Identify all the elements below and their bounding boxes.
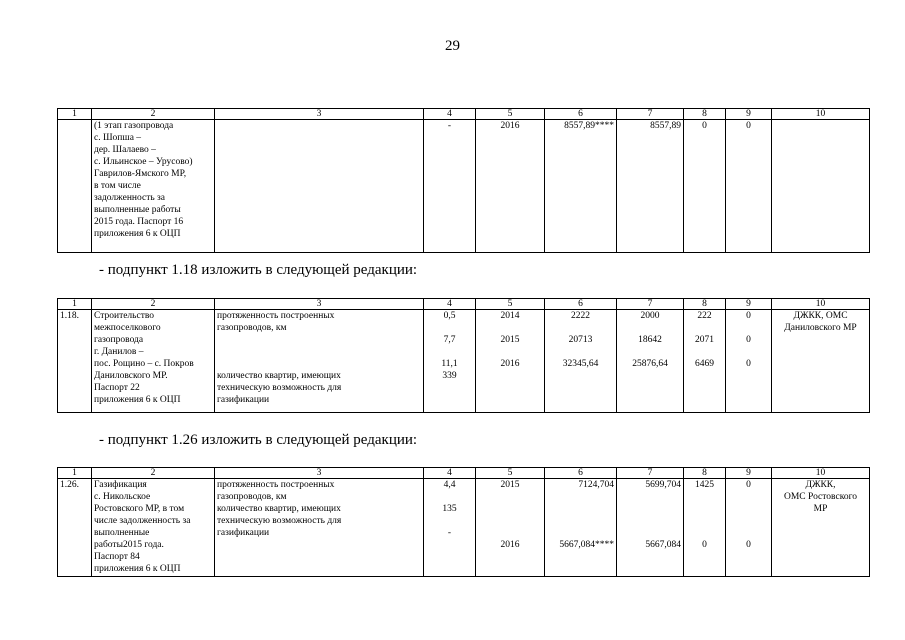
spacer [426,515,473,527]
value: 4,4 [443,480,456,490]
total-amounts [545,479,617,577]
amount: 0 [746,540,751,550]
col-header: 7 [617,299,684,310]
other-amount: 0 [726,120,772,253]
spacer [547,491,614,539]
amount: 0 [702,540,707,550]
row-number: 1.18. [58,310,92,413]
regional-amounts [617,479,684,577]
table-header-row [58,468,870,479]
amount: 0 [746,359,751,369]
spacer [478,322,542,334]
year: 2015 [500,480,520,490]
table-row [58,120,870,253]
local-amounts [684,310,726,413]
amount: 2071 [695,335,714,345]
col-header: 3 [215,299,424,310]
value: 339 [442,371,457,381]
indicator-value: - [424,120,476,253]
spacer [478,491,542,539]
table-continuation [57,108,870,253]
indicator-apartments: количество квартир, имеющих техническую возможность для газификации [217,371,342,405]
amount: 20713 [568,335,593,345]
col-header: 9 [726,109,772,120]
total-amounts [545,310,617,413]
col-header: 10 [772,468,870,479]
year: 2015 [500,335,520,345]
col-header: 2 [92,109,215,120]
row-number: 1.26. [58,479,92,577]
col-header: 8 [684,109,726,120]
col-header: 9 [726,468,772,479]
col-header: 4 [424,109,476,120]
indicator-values [424,479,476,577]
spacer [426,346,473,358]
col-header: 7 [617,109,684,120]
table-item-1-18 [57,298,870,413]
total-amount: 8557,89**** [545,120,617,253]
spacer [728,491,769,539]
col-header: 5 [476,468,545,479]
col-header: 6 [545,109,617,120]
spacer [619,346,681,358]
value: 7,7 [443,335,456,345]
years [476,479,545,577]
amount: 1425 [695,480,714,490]
col-header: 4 [424,299,476,310]
other-amounts [726,310,772,413]
spacer [547,322,614,334]
executor: ДЖКК, ОМС Даниловского МР [772,310,870,413]
regional-amounts [617,310,684,413]
row-number [58,120,92,253]
table-row [58,310,870,413]
spacer [686,491,723,539]
spacer [728,322,769,334]
spacer [547,346,614,358]
indicator-length: протяженность построенных газопроводов, км [217,311,335,333]
value: - [447,528,452,538]
col-header: 5 [476,299,545,310]
col-header: 8 [684,299,726,310]
col-header: 6 [545,468,617,479]
year: 2016 [500,359,520,369]
amount: 2222 [571,311,590,321]
col-header: 3 [215,468,424,479]
indicator [215,120,424,253]
object-name: (1 этап газопровода с. Шопша – дер. Шалаево – с. Ильинское – Урусово) Гаврилов-Ямского МР, в том числе задолженность за выполненные работы 2015 года. Паспорт 16 приложения 6 к ОЦП [92,120,215,253]
col-header: 6 [545,299,617,310]
col-header: 7 [617,468,684,479]
col-header: 5 [476,109,545,120]
amount: 25876,64 [632,359,668,369]
local-amounts [684,479,726,577]
spacer [217,334,421,370]
amount: 32345,64 [562,359,599,369]
executor [772,120,870,253]
year: 2016 [500,540,520,550]
amount: 222 [697,311,712,321]
col-header: 10 [772,109,870,120]
spacer [426,491,473,503]
amount: 0 [746,311,751,321]
object-name: Строительство межпоселкового газопровода г. Данилов – пос. Рощино – с. Покров Даниловского МР. Паспорт 22 приложения 6 к ОЦП [92,310,215,413]
col-header: 10 [772,299,870,310]
table-item-1-26 [57,467,870,577]
amount: 2000 [640,311,660,321]
spacer [619,491,681,539]
col-header: 1 [58,299,92,310]
year: 2014 [500,311,520,321]
col-header: 3 [215,109,424,120]
col-header: 9 [726,299,772,310]
local-amount: 0 [684,120,726,253]
col-header: 8 [684,468,726,479]
amount: 0 [746,480,751,490]
paragraph-1-18: - подпункт 1.18 изложить в следующей редакции: [99,262,418,278]
spacer [619,322,681,334]
regional-amount: 8557,89 [617,120,684,253]
table-header-row [58,109,870,120]
spacer [478,346,542,358]
amount: 5699,704 [645,480,681,490]
col-header: 2 [92,299,215,310]
indicators-cell [215,310,424,413]
amount: 7124,704 [578,480,614,490]
value: 135 [442,504,457,514]
amount: 18642 [638,335,662,345]
amount: 6469 [695,359,714,369]
table-header-row [58,299,870,310]
col-header: 2 [92,468,215,479]
amount: 5667,084 [645,540,681,550]
year: 2016 [476,120,545,253]
value: 0,5 [443,311,456,321]
amount: 5667,084**** [559,540,614,550]
paragraph-1-26: - подпункт 1.26 изложить в следующей редакции: [99,432,418,448]
spacer [686,346,723,358]
col-header: 4 [424,468,476,479]
years [476,310,545,413]
table-row [58,479,870,577]
indicator-values [424,310,476,413]
other-amounts [726,479,772,577]
page-number: 29 [445,38,460,54]
col-header: 1 [58,468,92,479]
indicators: протяженность построенных газопроводов, км количество квартир, имеющих техническую возможность для газификации [215,479,424,577]
spacer [728,346,769,358]
object-name: Газификация с. Никольское Ростовского МР, в том числе задолженность за выполненные работы2015 года. Паспорт 84 приложения 6 к ОЦП [92,479,215,577]
value: 11,1 [441,359,458,369]
spacer [426,322,473,334]
amount: 0 [746,335,751,345]
col-header: 1 [58,109,92,120]
spacer [686,322,723,334]
executor: ДЖКК, ОМС Ростовского МР [772,479,870,577]
